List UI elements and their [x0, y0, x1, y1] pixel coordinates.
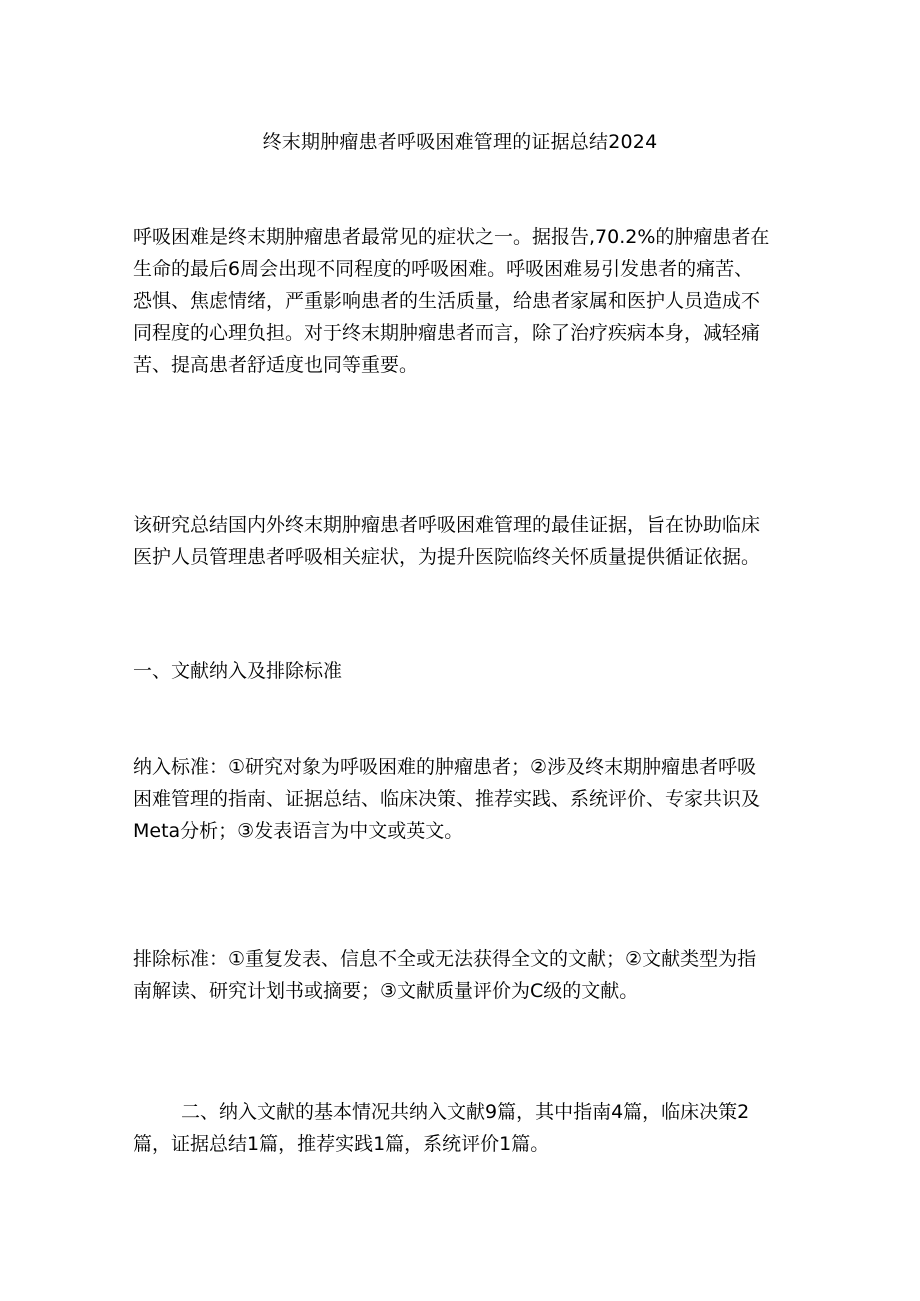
paragraph-line: Meta分析；③发表语言为中文或英文。 [133, 820, 464, 842]
paragraph-line: 困难管理的指南、证据总结、临床决策、推荐实践、系统评价、专家共识及 [133, 788, 761, 810]
section-heading-criteria [133, 655, 801, 687]
paragraph-intro [133, 221, 801, 381]
paragraph-line: 苦、提高患者舒适度也同等重要。 [133, 354, 419, 376]
paragraph-line: 同程度的心理负担。对于终末期肿瘤患者而言，除了治疗疾病本身，减轻痛 [133, 322, 761, 344]
paragraph-line: 纳入标准：①研究对象为呼吸困难的肿瘤患者；②涉及终末期肿瘤患者呼吸 [133, 756, 757, 778]
paragraph-line: 排除标准：①重复发表、信息不全或无法获得全文的文献；②文献类型为指 [133, 948, 757, 970]
paragraph-line: 南解读、研究计划书或摘要；③文献质量评价为C级的文献。 [133, 980, 639, 1002]
paragraph-line: 呼吸困难是终末期肿瘤患者最常见的症状之一。据报告,70.2%的肿瘤患者在 [133, 226, 770, 248]
paragraph-line: 该研究总结国内外终末期肿瘤患者呼吸困难管理的最佳证据，旨在协助临床 [133, 514, 761, 536]
paragraph-purpose [133, 509, 801, 573]
paragraph-line: 篇，证据总结1篇，推荐实践1篇，系统评价1篇。 [133, 1133, 550, 1155]
paragraph-line: 医护人员管理患者呼吸相关症状，为提升医院临终关怀质量提供循证依据。 [133, 546, 761, 568]
paragraph-line: 生命的最后6周会出现不同程度的呼吸困难。呼吸困难易引发患者的痛苦、 [133, 258, 754, 280]
paragraph-line: 恐惧、焦虑情绪，严重影响患者的生活质量，给患者家属和医护人员造成不 [133, 290, 761, 312]
paragraph-inclusion [133, 751, 801, 847]
paragraph-exclusion [133, 943, 801, 1007]
document-title: 终末期肿瘤患者呼吸困难管理的证据总结2024 [262, 131, 658, 153]
section-heading: 一、文献纳入及排除标准 [133, 660, 343, 682]
paragraph-section-2 [133, 1096, 801, 1160]
paragraph-line: 二、纳入文献的基本情况共纳入文献9篇，其中指南4篇，临床决策2 [181, 1101, 750, 1123]
